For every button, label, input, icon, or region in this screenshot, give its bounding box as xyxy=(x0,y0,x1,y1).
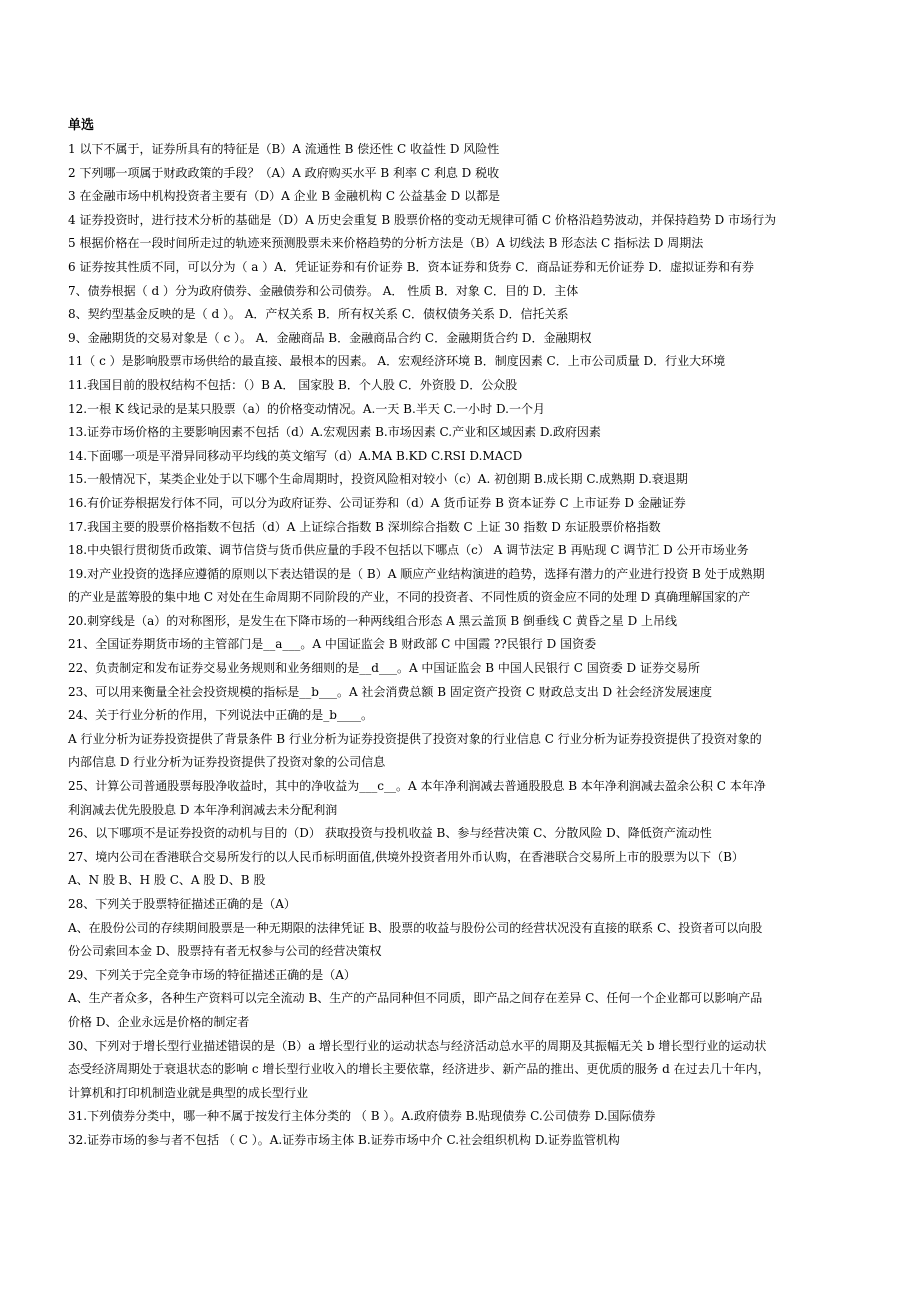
question-list xyxy=(68,138,868,1153)
question-line: 17.我国主要的股票价格指数不包括（d）A 上证综合指数 B 深圳综合指数 C 上证 30 指数 D 东证股票价格指数 xyxy=(68,519,661,534)
section-title: 单选 xyxy=(68,118,95,133)
question-line: 27、境内公司在香港联合交易所发行的以人民币标明面值,供境外投资者用外币认购，在香港联合交易所上市的股票为以下（B） xyxy=(68,849,744,864)
question-line: 22、负责制定和发布证券交易业务规则和业务细则的是__d___。A 中国证监会 B 中国人民银行 C 国资委 D 证券交易所 xyxy=(68,661,700,676)
question-line: A 行业分析为证券投资提供了背景条件 B 行业分析为证券投资提供了投资对象的行业信息 C 行业分析为证券投资提供了投资对象的 xyxy=(68,731,762,746)
question-line: 25、计算公司普通股票每股净收益时，其中的净收益为___c__。A 本年净利润减去普通股股息 B 本年净利润减去盈余公积 C 本年净 xyxy=(68,779,766,794)
question-line: 份公司索回本金 D、股票持有者无权参与公司的经营决策权 xyxy=(68,944,382,959)
document-page xyxy=(68,114,868,1153)
question-line: 30、下列对于增长型行业描述错误的是（B）a 增长型行业的运动状态与经济活动总水平的周期及其振幅无关 b 增长型行业的运动状 xyxy=(68,1038,767,1053)
question-line: 26、以下哪项不是证券投资的动机与目的（D） 获取投资与投机收益 B、参与经营决策 C、分散风险 D、降低资产流动性 xyxy=(68,826,712,841)
question-line: 3 在金融市场中机构投资者主要有（D）A 企业 B 金融机构 C 公益基金 D 以都是 xyxy=(68,189,501,204)
question-line: 15.一般情况下，某类企业处于以下哪个生命周期时，投资风险相对较小（c）A. 初创期 B.成长期 C.成熟期 D.衰退期 xyxy=(68,472,688,487)
question-line: 6 证券按其性质不同，可以分为（ a ）A．凭证证券和有价证券 B．资本证券和货券 C．商品证券和无价证券 D．虚拟证券和有券 xyxy=(68,259,754,274)
question-line: 态受经济周期处于衰退状态的影响 c 增长型行业收入的增长主要依靠，经济进步、新产品的推出、更优质的服务 d 在过去几十年内， xyxy=(68,1062,770,1077)
question-line: 11.我国目前的股权结构不包括：（）B A． 国家股 B．个人股 C．外资股 D．公众股 xyxy=(68,377,518,392)
question-line: 1 以下不属于，证券所具有的特征是（B）A 流通性 B 偿还性 C 收益性 D 风险性 xyxy=(68,142,500,156)
question-line: 2 下列哪一项属于财政政策的手段？（A）A 政府购买水平 B 利率 C 利息 D 税收 xyxy=(68,165,500,180)
question-line: 31.下列债券分类中，哪一种不属于按发行主体分类的 （ B ）。A.政府债券 B.贴现债券 C.公司债券 D.国际债券 xyxy=(68,1109,656,1124)
question-line: 32.证券市场的参与者不包括 （ C ）。A.证券市场主体 B.证券市场中介 C.社会组织机构 D.证券监管机构 xyxy=(68,1132,620,1147)
question-line: 24、关于行业分析的作用，下列说法中正确的是_b____。 xyxy=(68,708,373,723)
question-line: 8、契约型基金反映的是（ d ）。 A．产权关系 B．所有权关系 C．债权债务关系 D．信托关系 xyxy=(68,307,569,322)
question-line: 的产业是蓝筹股的集中地 C 对处在生命周期不同阶段的产业，不同的投资者、不同性质的资金应不同的处理 D 真确理解国家的产 xyxy=(68,590,751,605)
question-line: 9、金融期货的交易对象是（ c ）。 A．金融商品 B．金融商品合约 C．金融期货合约 D．金融期权 xyxy=(68,330,592,345)
question-line: 23、可以用来衡量全社会投资规模的指标是__b___。A 社会消费总额 B 固定资产投资 C 财政总支出 D 社会经济发展速度 xyxy=(68,684,712,699)
question-line: 11（ c ）是影响股票市场供给的最直接、最根本的因素。 A．宏观经济环境 B．制度因素 C．上市公司质量 D．行业大环境 xyxy=(68,354,726,369)
question-line: 12.一根 K 线记录的是某只股票（a）的价格变动情况。A.一天 B.半天 C.一小时 D.一个月 xyxy=(68,401,545,416)
question-line: A、在股份公司的存续期间股票是一种无期限的法律凭证 B、股票的收益与股份公司的经营状况没有直接的联系 C、投资者可以向股 xyxy=(68,920,763,935)
question-line: 内部信息 D 行业分析为证券投资提供了投资对象的公司信息 xyxy=(68,755,386,770)
question-line: 16.有价证券根据发行体不同，可以分为政府证券、公司证券和（d）A 货币证券 B 资本证券 C 上市证券 D 金融证券 xyxy=(68,495,686,510)
question-line: 4 证券投资时，进行技术分析的基础是（D）A 历史会重复 B 股票价格的变动无规律可循 C 价格沿趋势波动，并保持趋势 D 市场行为 xyxy=(68,212,777,227)
question-line: A、生产者众多，各种生产资料可以完全流动 B、生产的产品同种但不同质，即产品之间存在差异 C、任何一个企业都可以影响产品 xyxy=(68,991,763,1006)
question-line: 7、债券根据（ d ）分为政府债券、金融债券和公司债券。 A． 性质 B．对象 C．目的 D．主体 xyxy=(68,283,579,298)
question-line: 14.下面哪一项是平滑异同移动平均线的英文缩写（d）A.MA B.KD C.RSI D.MACD xyxy=(68,448,523,463)
question-line: 18.中央银行贯彻货币政策、调节信贷与货币供应量的手段不包括以下哪点（c） A 调节法定 B 再贴现 C 调节汇 D 公开市场业务 xyxy=(68,543,749,558)
question-line: 20.刺穿线是（a）的对称图形，是发生在下降市场的一种两线组合形态 A 黑云盖顶 B 倒垂线 C 黄昏之星 D 上吊线 xyxy=(68,613,678,628)
question-line: 13.证券市场价格的主要影响因素不包括（d）A.宏观因素 B.市场因素 C.产业和区域因素 D.政府因素 xyxy=(68,425,601,440)
question-line: 21、全国证券期货市场的主管部门是__a___。A 中国证监会 B 财政部 C 中国霞 ??民银行 D 国资委 xyxy=(68,637,597,652)
question-line: 计算机和打印机制造业就是典型的成长型行业 xyxy=(68,1085,309,1100)
question-line: 5 根据价格在一段时间所走过的轨迹来预测股票未来价格趋势的分析方法是（B）A 切线法 B 形态法 C 指标法 D 周期法 xyxy=(68,236,704,251)
question-line: A、N 股 B、H 股 C、A 股 D、B 股 xyxy=(68,873,266,888)
question-line: 29、下列关于完全竞争市场的特征描述正确的是（A） xyxy=(68,967,356,982)
question-line: 19.对产业投资的选择应遵循的原则以下表达错误的是（ B）A 顺应产业结构演进的趋势，选择有潜力的产业进行投资 B 处于成熟期 xyxy=(68,566,765,581)
question-line: 价格 D、企业永远是价格的制定者 xyxy=(68,1014,250,1029)
question-line: 28、下列关于股票特征描述正确的是（A） xyxy=(68,897,296,911)
question-line: 利润减去优先股股息 D 本年净利润减去未分配利润 xyxy=(68,802,338,817)
